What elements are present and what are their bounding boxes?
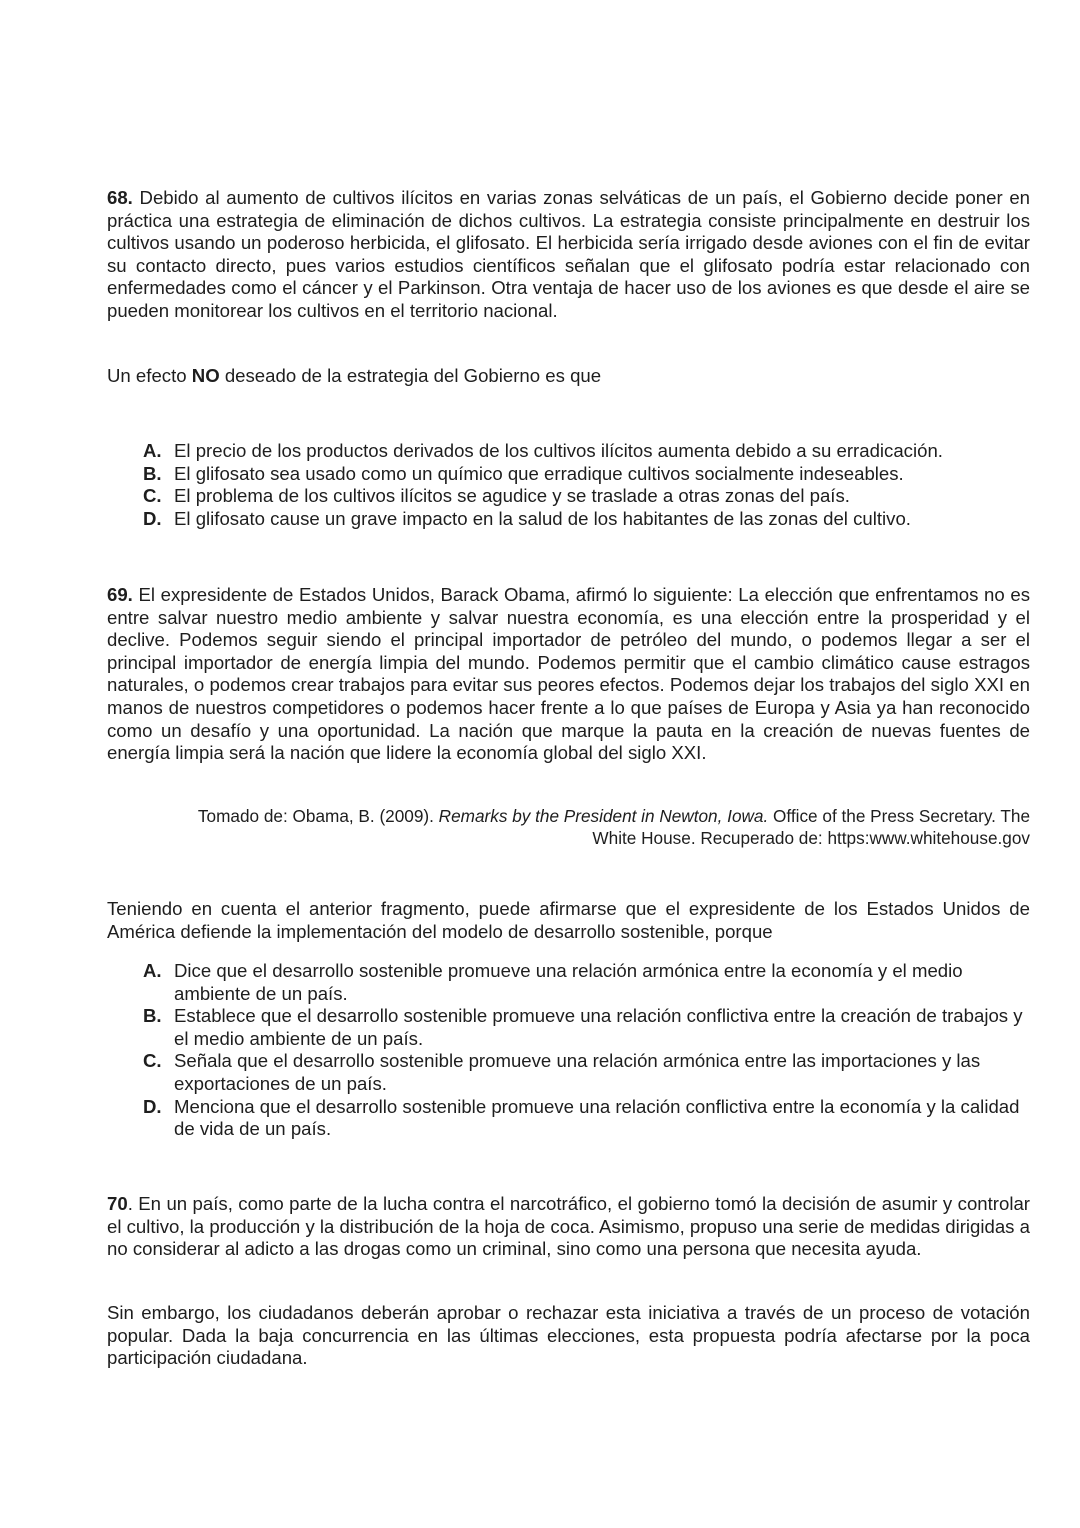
question-69-prompt: Teniendo en cuenta el anterior fragmento, puede afirmarse que el expresidente de los Estados Unidos de América defiende la implementación del modelo de desarrollo sostenible, porque: [107, 898, 1030, 942]
option-text: Señala que el desarrollo sostenible promueve una relación armónica entre las importaciones y las exportaciones de un país.: [174, 1050, 981, 1094]
option-b[interactable]: B. Establece que el desarrollo sostenible promueve una relación conflictiva entre la creación de trabajos y el medio ambiente de un país.: [143, 1005, 1023, 1049]
question-number: 69.: [107, 584, 133, 605]
question-68-stem: [107, 187, 1030, 323]
option-text: Dice que el desarrollo sostenible promueve una relación armónica entre la economía y el medio ambiente de un país.: [174, 960, 963, 1004]
citation-line-1: Tomado de: Obama, B. (2009). Remarks by the President in Newton, Iowa. Office of the Press Secretary. The: [197, 806, 1030, 826]
emphasis-no: NO: [191, 365, 220, 386]
option-text: Establece que el desarrollo sostenible promueve una relación conflictiva entre la creación de trabajos y el medio ambiente de un país.: [174, 1005, 1023, 1049]
question-text: Debido al aumento de cultivos ilícitos en varias zonas selváticas de un país, el Gobierno decide poner en práctica una estrategia de eliminación de dichos cultivos. La estrategia consiste principalmente en destruir los cultivos usando un poderoso herbicida, el glifosato. El herbicida sería irrigado desde aviones con el fin de evitar su contacto directo, pues varios estudios científicos señalan que el glifosato podría estar relacionado con enfermedades como el cáncer y el Parkinson. Otra ventaja de hacer uso de los aviones es que desde el aire se pueden monitorear los cultivos en el territorio nacional.: [107, 187, 1031, 321]
question-68-options: [107, 440, 1030, 530]
citation-title: Remarks by the President in Newton, Iowa.: [438, 806, 769, 826]
question-69-options: [107, 960, 1030, 1141]
option-text: El problema de los cultivos ilícitos se agudice y se traslade a otras zonas del país.: [174, 485, 850, 507]
option-d[interactable]: D. El glifosato cause un grave impacto en la salud de los habitantes de las zonas del cultivo.: [143, 507, 911, 529]
option-text: Menciona que el desarrollo sostenible promueve una relación conflictiva entre la economía y la calidad de vida de un país.: [174, 1095, 1020, 1140]
question-number: 68.: [107, 187, 133, 208]
question-text: . En un país, como parte de la lucha contra el narcotráfico, el gobierno tomó la decisión de asumir y controlar el cultivo, la producción y la distribución de la hoja de coca. Asimismo, propuso una serie de medidas dirigidas a no considerar al adicto a las drogas como un criminal, sino como una persona que necesita ayuda.: [107, 1193, 1030, 1260]
question-69-stem: [107, 584, 1030, 765]
option-b[interactable]: B. El glifosato sea usado como un químico que erradique cultivos socialmente indeseables.: [143, 462, 904, 484]
question-70-paragraph-2: Sin embargo, los ciudadanos deberán aprobar o rechazar esta iniciativa a través de un proceso de votación popular. Dada la baja concurrencia en las últimas elecciones, esta propuesta podría afectarse por la poca participación ciudadana.: [107, 1302, 1030, 1369]
citation-line-2: White House. Recuperado de: https:www.whitehouse.gov: [592, 827, 1030, 848]
question-68-prompt: Un efecto NO deseado de la estrategia del Gobierno es que: [107, 365, 602, 386]
question-number: 70: [107, 1193, 128, 1214]
question-text: El expresidente de Estados Unidos, Barack Obama, afirmó lo siguiente: La elección que enfrentamos no es entre salvar nuestro medio ambiente y salvar nuestra economía, es una elección entre la prosperidad y el declive. Podemos seguir siendo el principal importador de petróleo del mundo, o podemos llegar a ser el principal importador de energía limpia del mundo. Podemos permitir que el cambio climático cause estragos naturales, o podemos crear trabajos para evitar sus peores efectos. Podemos dejar los trabajos del siglo XXI en manos de nuestros competidores o podemos hacer frente a lo que países de Europa y Asia ya han reconocido como un desafío y una oportunidad. La nación que marque la pauta en la creación de nuevas fuentes de energía limpia será la nación que lidere la economía global del siglo XXI.: [107, 584, 1030, 764]
option-a[interactable]: A. El precio de los productos derivados de los cultivos ilícitos aumenta debido a su erradicación.: [143, 440, 943, 461]
option-a[interactable]: A. Dice que el desarrollo sostenible promueve una relación armónica entre la economía y el medio ambiente de un país.: [143, 960, 963, 1004]
option-text: El glifosato cause un grave impacto en la salud de los habitantes de las zonas del cultivo.: [174, 507, 911, 529]
option-d[interactable]: D. Menciona que el desarrollo sostenible promueve una relación conflictiva entre la economía y la calidad de vida de un país.: [143, 1095, 1020, 1140]
option-text: El glifosato sea usado como un químico que erradique cultivos socialmente indeseables.: [174, 462, 904, 484]
citation: [107, 806, 1030, 849]
option-text: El precio de los productos derivados de los cultivos ilícitos aumenta debido a su erradicación.: [174, 440, 943, 461]
question-70-stem: [107, 1193, 1030, 1261]
option-c[interactable]: C. Señala que el desarrollo sostenible promueve una relación armónica entre las importaciones y las exportaciones de un país.: [143, 1050, 981, 1094]
option-c[interactable]: C. El problema de los cultivos ilícitos se agudice y se traslade a otras zonas del país.: [143, 485, 850, 507]
